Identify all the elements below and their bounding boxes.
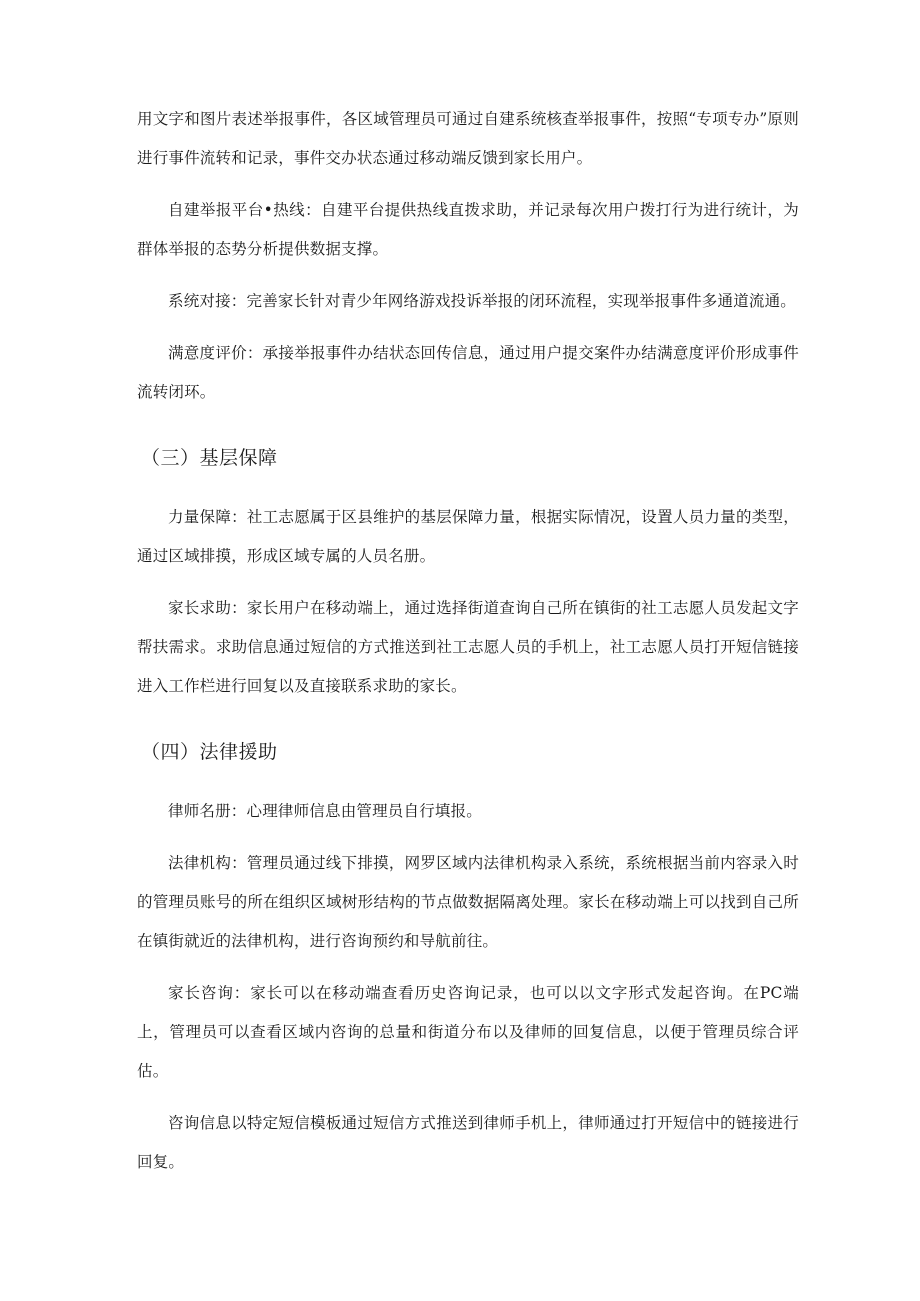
paragraph-force-guarantee: 力量保障：社工志愿属于区县维护的基层保障力量，根据实际情况，设置人员力量的类型，通过区域排摸，形成区域专属的人员名册。 bbox=[137, 508, 799, 565]
paragraph-consult-sms: 咨询信息以特定短信模板通过短信方式推送到律师手机上，律师通过打开短信中的链接进行回复。 bbox=[137, 1114, 799, 1171]
section-heading-legal-aid: （四）法律援助 bbox=[141, 741, 278, 763]
paragraph-lawyer-roster: 律师名册：心理律师信息由管理员自行填报。 bbox=[168, 802, 483, 820]
paragraph-legal-institutions: 法律机构：管理员通过线下排摸，网罗区域内法律机构录入系统，系统根据当前内容录入时的管理员账号的所在组织区域树形结构的节点做数据隔离处理。家长在移动端上可以找到自己所在镇街就近的法律机构，进行咨询预约和导航前往。 bbox=[137, 854, 799, 950]
paragraph-parent-consultation: 家长咨询：家长可以在移动端查看历史咨询记录，也可以以文字形式发起咨询。在PC端上，管理员可以查看区域内咨询的总量和街道分布以及律师的回复信息，以便于管理员综合评估。 bbox=[137, 984, 799, 1080]
intro-paragraph-system-docking: 系统对接：完善家长针对青少年网络游戏投诉举报的闭环流程，实现举报事件多通道流通。 bbox=[168, 292, 797, 310]
document-body bbox=[137, 100, 799, 1195]
intro-paragraph-satisfaction: 满意度评价：承接举报事件办结状态回传信息，通过用户提交案件办结满意度评价形成事件流转闭环。 bbox=[137, 344, 799, 401]
intro-paragraph-hotline: 自建举报平台•热线：自建平台提供热线直拨求助，并记录每次用户拨打行为进行统计，为群体举报的态势分析提供数据支撑。 bbox=[137, 201, 799, 258]
paragraph-parent-help: 家长求助：家长用户在移动端上，通过选择街道查询自己所在镇街的社工志愿人员发起文字帮扶需求。求助信息通过短信的方式推送到社工志愿人员的手机上，社工志愿人员打开短信链接进入工作栏进行回复以及直接联系求助的家长。 bbox=[137, 599, 799, 695]
section-heading-grassroots: （三）基层保障 bbox=[141, 447, 278, 469]
intro-paragraph-report-events: 用文字和图片表述举报事件，各区域管理员可通过自建系统核查举报事件，按照“专项专办”原则进行事件流转和记录，事件交办状态通过移动端反馈到家长用户。 bbox=[137, 110, 799, 167]
